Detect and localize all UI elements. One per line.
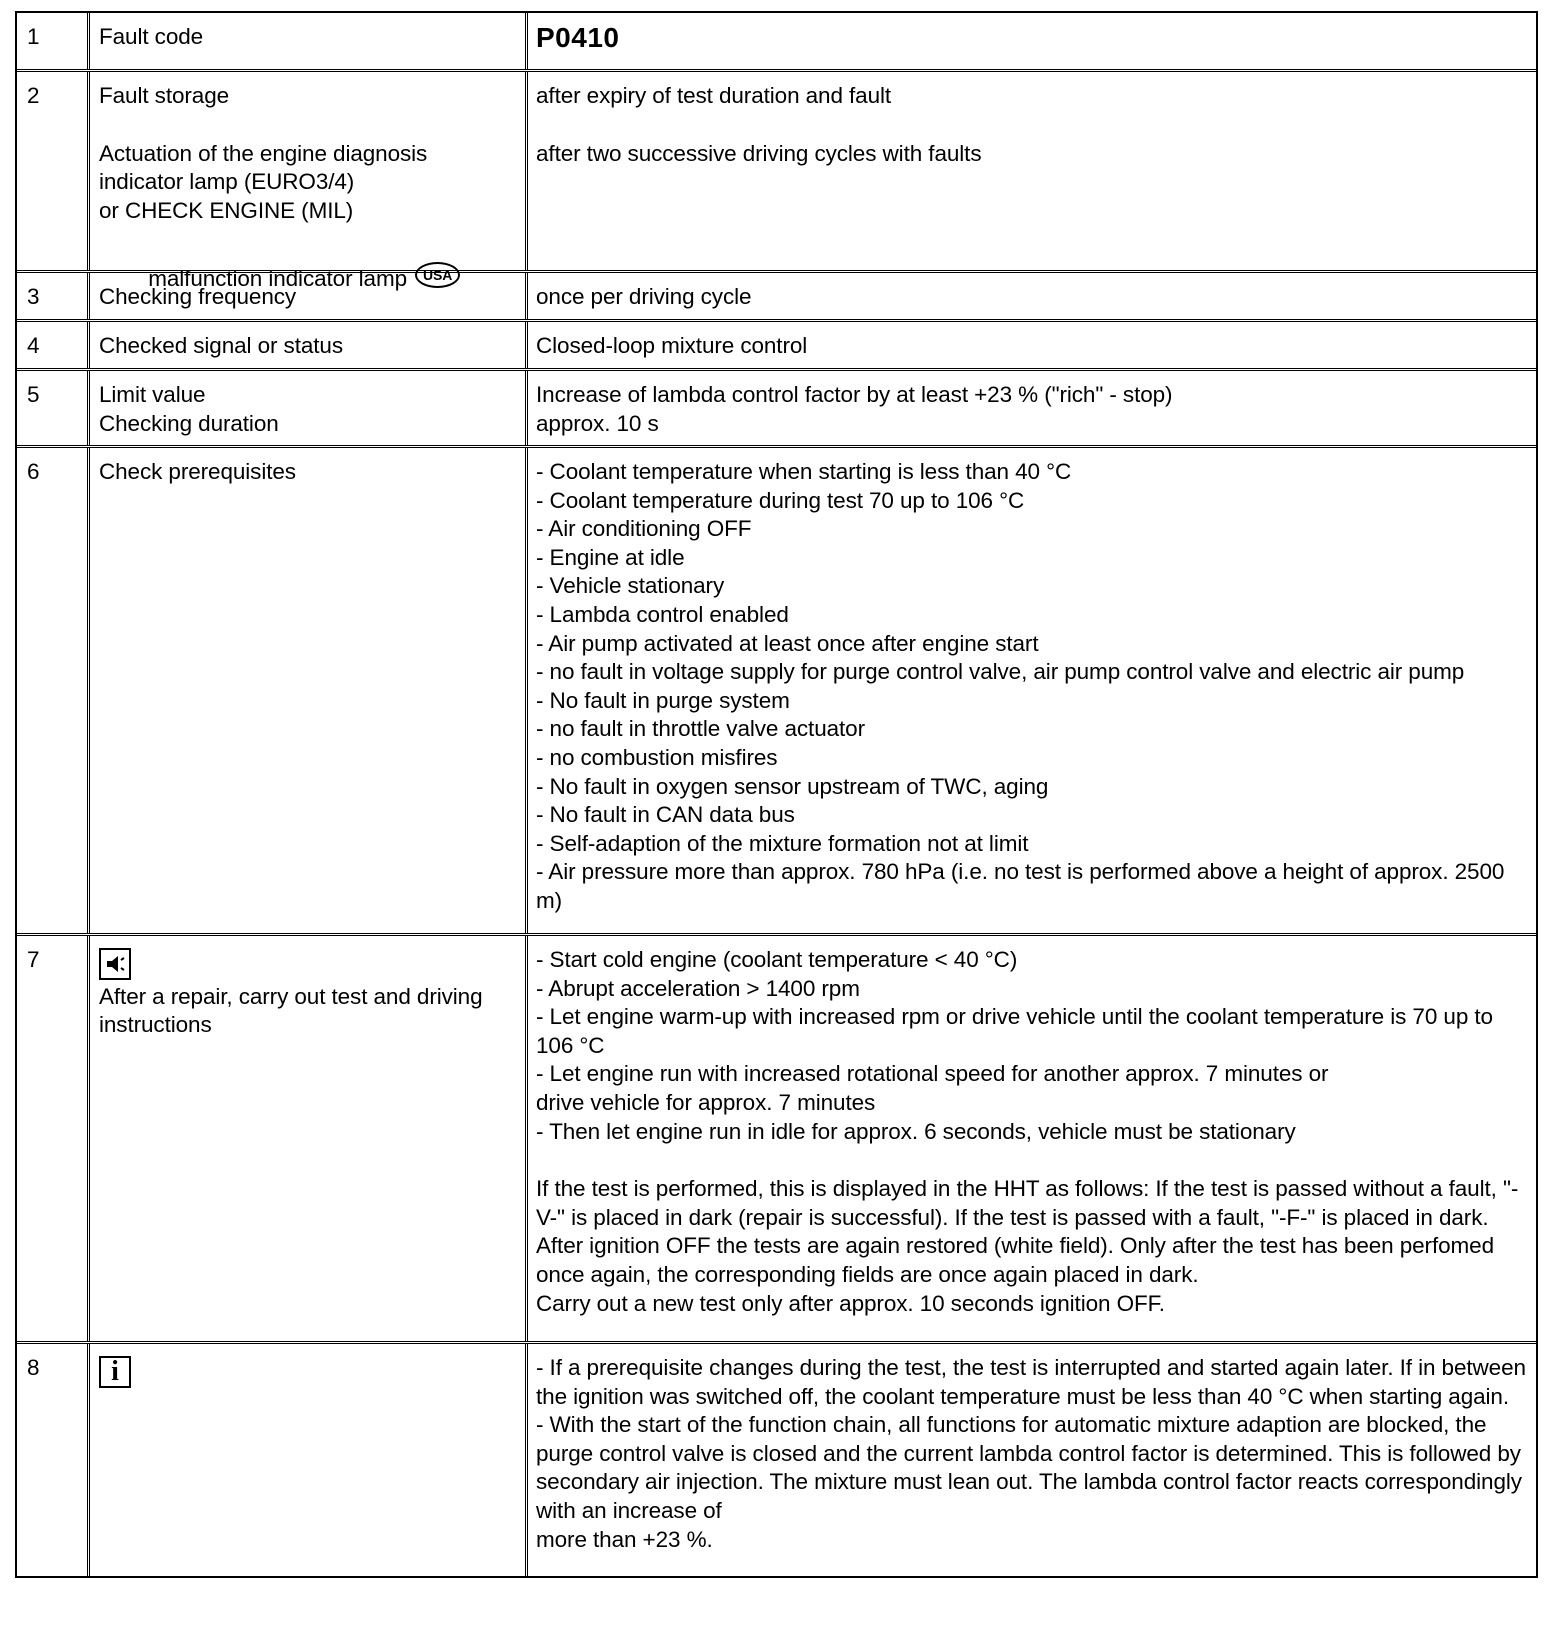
- paragraph: Carry out a new test only after approx. 10 seconds ignition OFF.: [536, 1290, 1165, 1316]
- list-item: - no combustion misfires: [536, 744, 778, 770]
- row-label: Checking frequency: [90, 273, 528, 319]
- list-item: - Engine at idle: [536, 544, 685, 570]
- paragraph: - With the start of the function chain, all functions for automatic mixture adaption are blocked, the purge control valve is closed and the current lambda control factor is determined. This is followed by secondary air injection. The mixture must lean out. The lambda control factor reacts correspondingly with an increase of: [536, 1412, 1522, 1523]
- list-item: - Self-adaption of the mixture formation not at limit: [536, 830, 1029, 856]
- usa-badge: USA: [415, 262, 460, 288]
- row-number: 4: [17, 322, 90, 368]
- prerequisites-list: [528, 448, 1536, 933]
- row-value: after expiry of test duration and fault: [536, 83, 892, 108]
- row-number: 6: [17, 448, 90, 933]
- list-item: - Air pressure more than approx. 780 hPa (i.e. no test is performed above a height of approx. 2500 m): [536, 859, 1511, 913]
- row-sublabel: malfunction indicator lamp: [148, 265, 407, 291]
- row-number: 8: [17, 1344, 90, 1576]
- row-label: Checked signal or status: [90, 322, 528, 368]
- list-item: drive vehicle for approx. 7 minutes: [536, 1089, 876, 1115]
- row-sublabel: Checking duration: [99, 410, 279, 436]
- row-label: After a repair, carry out test and driving instructions: [99, 983, 489, 1038]
- row-value: after two successive driving cycles with faults: [536, 140, 982, 166]
- list-item: - Then let engine run in idle for approx. 6 seconds, vehicle must be stationary: [536, 1118, 1296, 1144]
- row-value: Increase of lambda control factor by at least +23 % ("rich" - stop): [536, 382, 1173, 407]
- row-number: 7: [17, 936, 90, 1341]
- fault-code: P0410: [536, 22, 620, 53]
- row-label: Fault storage: [99, 83, 230, 108]
- list-item: - Abrupt acceleration > 1400 rpm: [536, 975, 860, 1001]
- list-item: - No fault in purge system: [536, 687, 790, 713]
- list-item: - No fault in CAN data bus: [536, 802, 795, 828]
- table-row: [17, 69, 1536, 291]
- table-row: [17, 445, 1536, 933]
- table-row: [17, 13, 1536, 69]
- diagnostic-table: [15, 11, 1538, 1578]
- row-sublabel: or CHECK ENGINE (MIL): [99, 197, 354, 223]
- list-item: - Start cold engine (coolant temperature < 40 °C): [536, 947, 1018, 972]
- row-value: approx. 10 s: [536, 410, 659, 436]
- paragraph: - If a prerequisite changes during the test, the test is interrupted and started again later. If in between the ignition was switched off, the coolant temperature must be less than 40 °C when starting again.: [536, 1355, 1526, 1409]
- row-value: Closed-loop mixture control: [536, 333, 808, 358]
- row-number: 2: [17, 72, 90, 270]
- list-item: - Coolant temperature when starting is less than 40 °C: [536, 459, 1072, 484]
- list-item: - Air conditioning OFF: [536, 516, 752, 542]
- list-item: - no fault in voltage supply for purge control valve, air pump control valve and electric air pump: [536, 659, 1465, 685]
- row-number: 1: [17, 13, 90, 69]
- row-label: Limit value: [99, 382, 206, 407]
- row-number: 3: [17, 273, 90, 319]
- table-row: [17, 368, 1536, 445]
- list-item: - Coolant temperature during test 70 up to 106 °C: [536, 487, 1025, 513]
- table-row: [17, 1341, 1536, 1576]
- list-item: - Air pump activated at least once after engine start: [536, 630, 1039, 656]
- speaker-icon: [99, 948, 131, 980]
- row-label: Check prerequisites: [90, 448, 528, 933]
- list-item: - Lambda control enabled: [536, 601, 789, 627]
- row-value: once per driving cycle: [536, 284, 752, 309]
- list-item: - no fault in throttle valve actuator: [536, 716, 865, 742]
- list-item: - Vehicle stationary: [536, 573, 725, 599]
- paragraph: more than +23 %.: [536, 1526, 713, 1552]
- list-item: - No fault in oxygen sensor upstream of TWC, aging: [536, 773, 1049, 799]
- table-row: [17, 270, 1536, 319]
- paragraph: If the test is performed, this is displayed in the HHT as follows: If the test is passed without a fault, "-V-" is placed in dark (repair is successful). If the test is passed with a fault, "-F-" is placed in dark. After ignition OFF the tests are again restored (white field). Only after the test has been perfomed once again, the corresponding fields are once again placed in dark.: [536, 1176, 1519, 1287]
- table-row: [17, 933, 1536, 1341]
- row-sublabel: Actuation of the engine diagnosis: [99, 140, 428, 166]
- list-item: - Let engine warm-up with increased rpm or drive vehicle until the coolant temperature is 70 up to 106 °C: [536, 1004, 1500, 1058]
- info-icon: i: [99, 1356, 131, 1388]
- table-row: [17, 319, 1536, 368]
- row-number: 5: [17, 371, 90, 445]
- row-sublabel: indicator lamp (EURO3/4): [99, 169, 355, 195]
- row-label: Fault code: [90, 13, 528, 69]
- list-item: - Let engine run with increased rotational speed for another approx. 7 minutes or: [536, 1061, 1329, 1087]
